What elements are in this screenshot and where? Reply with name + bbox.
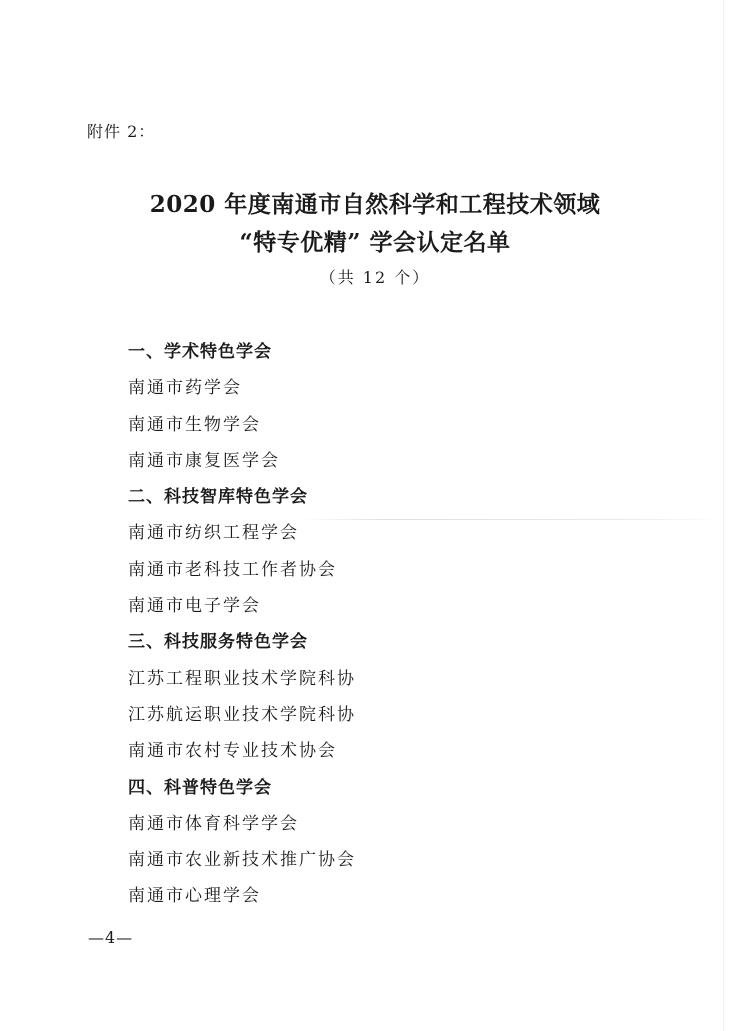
list-item: 南通市心理学会 — [128, 886, 261, 907]
category-heading: 三、科技服务特色学会 — [128, 632, 308, 653]
list-item: 南通市体育科学学会 — [128, 813, 299, 834]
list-item: 江苏航运职业技术学院科协 — [128, 704, 356, 725]
list-item: 南通市农村专业技术协会 — [128, 741, 337, 762]
list-item: 江苏工程职业技术学院科协 — [128, 668, 356, 689]
list-item: 南通市生物学会 — [128, 414, 261, 435]
category-heading: 二、科技智库特色学会 — [128, 487, 308, 508]
page-number: —4— — [88, 928, 134, 947]
list-item: 南通市康复医学会 — [128, 450, 280, 471]
category-heading: 一、学术特色学会 — [128, 342, 272, 362]
category-heading: 四、科普特色学会 — [128, 777, 272, 798]
document-title-line-2: “特专优精” 学会认定名单 — [239, 229, 511, 256]
list-item: 南通市老科技工作者协会 — [128, 559, 337, 580]
list-item: 南通市电子学会 — [128, 596, 261, 617]
list-item: 南通市农业新技术推广协会 — [128, 850, 356, 871]
scan-edge — [723, 0, 724, 1031]
document-title-line-1: 2020 年度南通市自然科学和工程技术领域 — [149, 191, 601, 218]
list-item: 南通市药学会 — [128, 378, 242, 399]
document-count: （共 12 个） — [319, 268, 431, 287]
society-list — [128, 334, 628, 915]
list-item: 南通市纺织工程学会 — [128, 523, 299, 544]
attachment-label: 附件 2： — [87, 122, 156, 141]
